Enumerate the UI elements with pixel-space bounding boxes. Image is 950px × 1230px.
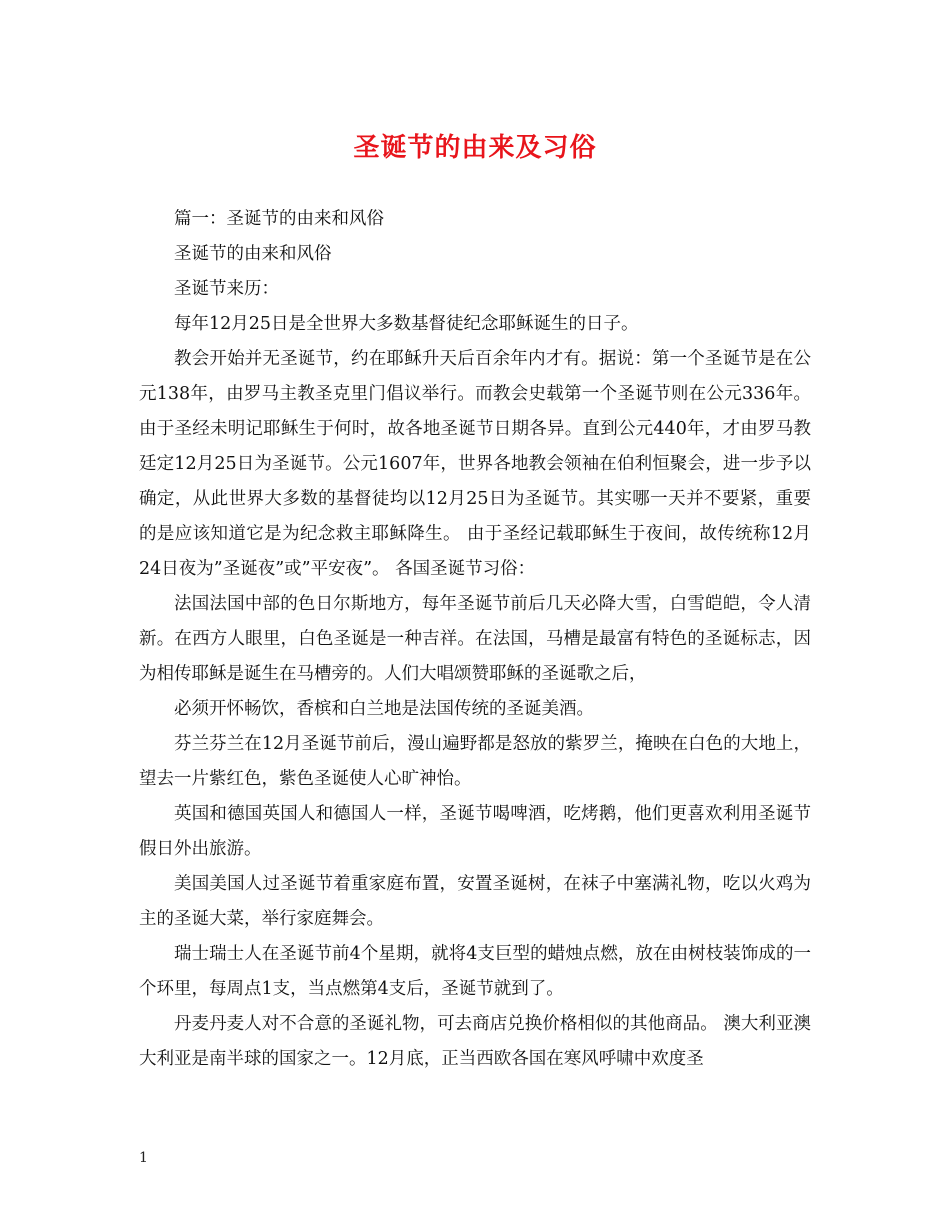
document-body [139,202,811,1077]
section-heading: 篇一：圣诞节的由来和风俗 [174,209,384,229]
paragraph: 法国法国中部的色日尔斯地方，每年圣诞节前后几天必降大雪，白雪皑皑，令人清新。在西方人眼里，白色圣诞是一种吉祥。在法国，马槽是最富有特色的圣诞标志，因为相传耶稣是诞生在马槽旁的。人们大唱颂赞耶稣的圣诞歌之后， [139,594,811,684]
paragraph: 芬兰芬兰在12月圣诞节前后，漫山遍野都是怒放的紫罗兰，掩映在白色的大地上，望去一片紫红色，紫色圣诞使人心旷神怡。 [139,734,811,789]
paragraph: 必须开怀畅饮，香槟和白兰地是法国传统的圣诞美酒。 [174,699,594,719]
paragraph: 教会开始并无圣诞节，约在耶稣升天后百余年内才有。据说：第一个圣诞节是在公元138年，由罗马主教圣克里门倡议举行。而教会史载第一个圣诞节则在公元336年。由于圣经未明记耶稣生于何时，故各地圣诞节日期各异。直到公元440年，才由罗马教廷定12月25日为圣诞节。公元1607年，世界各地教会领袖在伯利恒聚会，进一步予以确定，从此世界大多数的基督徒均以12月25日为圣诞节。其实哪一天并不要紧，重要的是应该知道它是为纪念救主耶稣降生。 由于圣经记载耶稣生于夜间，故传统称12月24日夜为”圣诞夜”或”平安夜”。 各国圣诞节习俗： [139,349,811,579]
paragraph: 英国和德国英国人和德国人一样，圣诞节喝啤酒，吃烤鹅，他们更喜欢利用圣诞节假日外出旅游。 [139,804,811,859]
subheading: 圣诞节的由来和风俗 [174,244,332,264]
paragraph: 每年12月25日是全世界大多数基督徒纪念耶稣诞生的日子。 [174,314,639,334]
page-title: 圣诞节的由来及习俗 [353,133,597,163]
paragraph: 瑞士瑞士人在圣诞节前4个星期，就将4支巨型的蜡烛点燃，放在由树枝装饰成的一个环里，每周点1支，当点燃第4支后，圣诞节就到了。 [139,944,811,999]
paragraph: 丹麦丹麦人对不合意的圣诞礼物，可去商店兑换价格相似的其他商品。 澳大利亚澳大利亚是南半球的国家之一。12月底，正当西欧各国在寒风呼啸中欢度圣 [139,1014,811,1069]
subheading-origin: 圣诞节来历： [174,279,279,299]
paragraph: 美国美国人过圣诞节着重家庭布置，安置圣诞树，在袜子中塞满礼物，吃以火鸡为主的圣诞大菜，举行家庭舞会。 [139,874,811,929]
page-number: 1 [139,1150,148,1166]
